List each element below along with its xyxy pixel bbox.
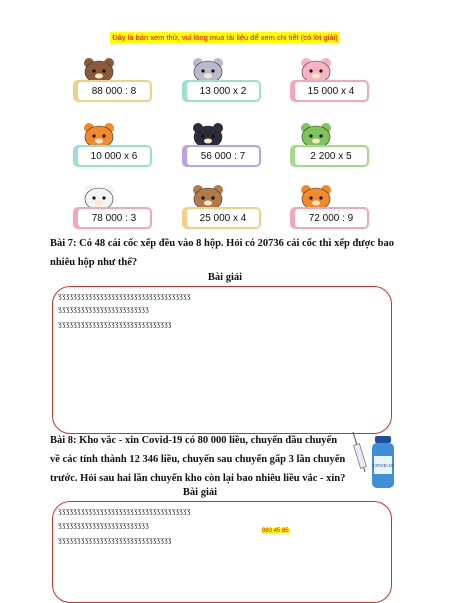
preview-banner: Đây là bản xem thử, vui lòng mua tài liệu để xem chi tiết (có lời giải) [112, 33, 338, 42]
bai8-question: Bài 8: Kho vắc - xin Covid-19 có 80 000 liều, chuyến đầu chuyển về các tỉnh thành 12 346 liều, chuyến sau chuyển gấp 3 lần chuyến trước. Hỏi sau hai lần chuyển kho còn lại bao nhiêu liều vắc - xin? [50, 435, 346, 484]
vial-label: COVID-19 [372, 463, 394, 468]
bai8-dots-line: ᶾᶾᶾᶾᶾᶾᶾᶾᶾᶾᶾᶾᶾᶾᶾᶾᶾᶾᶾᶾᶾᶾᶾᶾᶾᶾᶾᶾᶾᶾ [58, 535, 172, 548]
vaccine-illustration [345, 430, 405, 492]
calc-card: 72 000 : 9 [293, 207, 369, 229]
calc-card: 78 000 : 3 [76, 207, 152, 229]
phone-fragment: 083 45 85 [262, 528, 289, 534]
syringe-icon [353, 432, 366, 472]
vial-icon [372, 436, 394, 488]
calc-card: 10 000 x 6 [76, 145, 152, 167]
calc-card: 56 000 : 7 [185, 145, 261, 167]
bai7-question: Bài 7: Có 48 cái cốc xếp đều vào 8 hộp. Hỏi có 20736 cái cốc thì xếp được bao nhiêu hộp như thế? [50, 238, 395, 268]
bai7-dots-line: ᶾᶾᶾᶾᶾᶾᶾᶾᶾᶾᶾᶾᶾᶾᶾᶾᶾᶾᶾᶾᶾᶾᶾᶾᶾᶾᶾᶾᶾᶾ [58, 319, 172, 332]
bai7-dots-line: ᶾᶾᶾᶾᶾᶾᶾᶾᶾᶾᶾᶾᶾᶾᶾᶾᶾᶾᶾᶾᶾᶾᶾᶾ [58, 304, 149, 317]
bai7-dots-line: ᶾᶾᶾᶾᶾᶾᶾᶾᶾᶾᶾᶾᶾᶾᶾᶾᶾᶾᶾᶾᶾᶾᶾᶾᶾᶾᶾᶾᶾᶾᶾᶾᶾᶾᶾ [58, 291, 191, 304]
calc-card: 15 000 x 4 [293, 80, 369, 102]
bai7-solution-label: Bài giải [207, 272, 243, 283]
bai8-dots-line: ᶾᶾᶾᶾᶾᶾᶾᶾᶾᶾᶾᶾᶾᶾᶾᶾᶾᶾᶾᶾᶾᶾᶾᶾ [58, 520, 149, 533]
calc-card: 25 000 x 4 [185, 207, 261, 229]
bai8-dots-line: ᶾᶾᶾᶾᶾᶾᶾᶾᶾᶾᶾᶾᶾᶾᶾᶾᶾᶾᶾᶾᶾᶾᶾᶾᶾᶾᶾᶾᶾᶾᶾᶾᶾᶾᶾ [58, 506, 191, 519]
bai8-solution-label: Bài giải [182, 487, 218, 498]
calc-card: 2 200 x 5 [293, 145, 369, 167]
calc-card: 13 000 x 2 [185, 80, 261, 102]
calc-card: 88 000 : 8 [76, 80, 152, 102]
